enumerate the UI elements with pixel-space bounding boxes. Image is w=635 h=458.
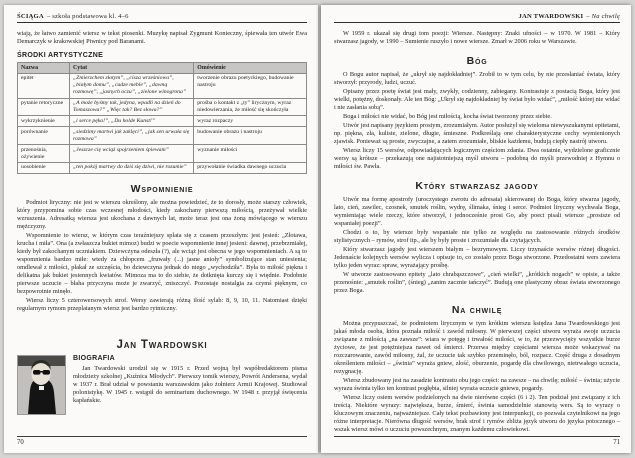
device-quote-cell: „A może byśmy tak, jedyna, wpadli na dzień do Tomaszowa?” „Więc tak? Bez słowa?” [70,98,194,116]
page-number-left: 70 [17,439,24,446]
paragraph: Wspomnienie to wiersz, w którym czas teraźniejszy splata się z czasem przeszłym: jest jesień: „Złotawa, krucha i miła”. Ona (a zwłaszcza bukiet mimoz) budzi w poecie wspomnienie innej jesieni: dawnej, przebrzmiałej, kiedy był zakochanym uczniakiem. Dziewczyna odeszła (?), ale wciąż jest obecna w jego wspomnieniach. A są to wspomnienia bardzo miłe: wtedy za chłopcem „fruwały (...) jasne anioły” symbolizujące stan uniesienia; omdlewał z miłości, płakał ze szczęścia, bo dziewczyna jednak do niego „wychodziła”. Była to miłość piękna i delikatna jak bukiet jesiennych kwiatów. Mimoza ma to do siebie, że dotknięta kurczy się i więdnie. Podobnie pierwsze uczucie – błaha przyczyna może je zwarzyć, zniszczyć. Pozostaje nostalgia za czymś pięknym, co bezpowrotnie minęło. [17,231,307,295]
column-header-cytat: Cytat [70,63,194,74]
wspomnienie-paragraphs [17,199,307,313]
table-header-row [18,63,307,74]
intro-paragraph-right: W 1959 r. ukazał się drugi tom poezji: Wiersze. Następny: Znaki ufności – w 1970. W 1981 – Który stwarzasz jagody, w 1990 – Sumienie ruszyło i nowe wiersze. Zmarł w 2006 roku w Warszawie. [334,30,620,45]
running-head-author: JAN TWARDOWSKI [518,13,584,20]
paragraph: Który stwarzasz jagody jest wierszem białym – bezrymowym. Liczy trzynaście wersów różnej długości. Jedenaście kolejnych wersów wylicza i opisuje to, co zostało przez Boga stworzone. Przedostatni wers zawiera tylko jeden wyraz: spraw, wyrażający prośbę. [334,246,620,269]
section-title-bog: Bóg [466,55,488,67]
paragraph: Podmiot liryczny: nie jest w wierszu określony, ale można powiedzieć, że to dorosły, może starszy człowiek, który przypomina sobie czas wczesnej młodości, kiedy zakochany pierwszą miłością, przeżywał wielkie wzruszenia. Adresatką wiersza jest ukochana z dawnych lat, może teraz jest ona żoną mówiącego w wierszu mężczyzny. [17,198,307,230]
paragraph: Opisany przez poetę świat jest mały, zwykły, codzienny, zabiegany. Kontrastuje z postacią Boga, który jest wielki, potężny, doskonały. Ale ten Bóg: „Ukrył się najdokładniej by świat było widać”, „miłość której nie widać i nie zasłania sobą”. [334,88,620,111]
jagody-paragraphs [334,196,620,295]
device-quote-cell: „siedzimy martwi jak zaklęci”, „jak sen urwała się rozmowa” [70,127,194,145]
biography-text-column [73,355,307,415]
device-note-cell: przywołanie świadka dawnego uczucia [194,162,307,173]
device-quote-cell: „Jeszcze cię wciąż spojrzeniem śpiewam” [70,145,194,163]
running-head-poem-title: – Na chwilę [586,13,620,20]
paragraph: W utworze zastosowano epitety „lato chrabąszczowe”, „cień wielki”, „krótkich nogach” w opisie, a także przenośnie: „smutek roślin”, (śnieg) „zanim zacznie tańczyć”. Budują one plastyczny obraz świata stworzonego przez Boga. [334,271,620,294]
device-quote-cell: „i serce pęka!”, „Du holde Kunst!” [70,116,194,127]
device-note-cell: wyraz rozpaczy [194,116,307,127]
footer-left [17,436,307,446]
device-name-cell: pytanie retoryczne [18,98,70,116]
paragraph: Można przypuszczać, że podmiotem lirycznym w tym krótkim wierszu księdza Jana Twardowskiego jest jakaś młoda osoba, która poznała miłość i zawód miłosny. W pierwszej części utworu wyraża swoje uczucia związane z miłością „na zawsze”: wiara w potęgę i trwałość miłości, w to, że przezwycięży wszystkie burze życiowe, że jest potężniejsza nawet od śmierci. Przerwa między częściami wiersza może wskazywać na rozczarowanie, zawód miłosny, żal, że uczucie tak szybko przeminęło, ból, rozpacz. Część druga z dosadnym określeniem miłości – „świnia” wyraża gniew, złość, oburzenie, pogardę dla chwilowego, nietrwałego uczucia, rezygnację. [334,320,620,375]
biography-subhead: BIOGRAFIA [73,354,115,362]
device-name-cell: porównanie [18,127,70,145]
section-title-jan-twardowski: Jan Twardowski [116,338,208,351]
column-header-nazwa: Nazwa [18,63,70,74]
device-name-cell: przenośnia, ożywienie [18,145,70,163]
device-name-cell: epitet [18,73,70,98]
page-left [4,5,318,453]
device-name-cell: wykrzyknienie [18,116,70,127]
table-row [18,73,307,98]
paragraph: Wiersz liczy osiem wersów podzielonych na dwie nierówne części (6 i 2). Ten podział jest związany z ich treścią. Niektóre wyrazy: największa, burze, śmierć, świnia samodzielnie stanowią wers. Są to wyrazy o kluczowym znaczeniu, najważniejsze. Cały tekst pozbawiony jest interpunkcji, co pozwala czytelnikowi na jego różne interpretacje. Nierówna długość wersów, brak strof i rymów zbliża język utworu do języka potocznego – wszak wiersz mówi o uczuciu powszechnym, znanym każdemu człowiekowi. [334,394,620,433]
running-head-series: ŚCIĄGA [17,13,44,20]
table-row [18,127,307,145]
column-header-omowienie: Omówienie [194,63,307,74]
biography-paragraph: Jan Twardowski urodził się w 1915 r. Przed wojną był współredaktorem pisma młodzieży szkolnej „Kuźnica Młodych”. Pierwszy tomik wierszy, Powrót Andersena, wydał w 1937 r. Brał udział w powstaniu warszawskim jako żołnierz Armii Krajowej. Studiował polonistykę. W 1945 r. wstąpił do seminarium duchownego. W 1948 r. przyjął święcenia kapłańskie. [73,364,307,404]
table-row [18,98,307,116]
paragraph: Utwór ma formę apostrofy (uroczystego zwrotu do adresata) skierowanej do Boga, który stwarza jagody, lato, cień, zawilec, czosnek, smutek roślin, wydrę, ślimaka, śnieg i serce. Podmiot liryczny wychwala Boga, wymieniając wiele rzeczy, które stworzył, i jednocześnie prosi Go, aby poeci pisali wiersze „prostsze od wspaniałej poezji”. [334,196,620,227]
device-note-cell: wyznanie miłości [194,145,307,163]
bog-paragraphs [334,71,620,171]
device-note-cell: prośba o kontakt z „ty” lirycznym, wyraz niedowierzania, że miłość się skończyła [194,98,307,116]
paragraph: Utwór jest napisany językiem prostym, zrozumiałym. Autor posłużył się wieloma niewyszukanymi epitetami, np. piękna, zła, kuliste, zielone, długie, śmieszne. Podkreślają one charakterystyczne cechy wymienionych zjawisk. Ponieważ są proste, zwyczajne, a zatem zrozumiałe, bliskie każdemu, budują ciepły nastrój utworu. [334,122,620,145]
na-chwile-paragraphs [334,320,620,434]
paragraph: Boga i miłości nie widać, bo Bóg jest miłością, kocha świat tworzony przez siebie. [343,113,552,120]
section-title-wspomnienie: Wspomnienie [130,182,194,195]
paragraph: Wiersz liczy 5 czterowersowych strof. Wersy zawierają różną ilość sylab: 8, 9, 10, 11. Natomiast dzięki regularnym rymom przeplatanym wiersz jest bardzo rytmiczny. [17,296,307,312]
paragraph: Wiersz zbudowany jest na zasadzie kontrastu obu jego części: na zawsze – na chwilę; miłość – świnia; użycie wyrazu świnia tylko ten kontrast pogłębia, silniej wyraża uczucie gniewu, pogardy. [334,377,620,392]
paragraph: O Bogu autor napisał, że „ukrył się najdokładniej”. Zrobił to w tym celu, by nie przesłaniać świata, który stworzył: przyrody, ludzi, uczuć. [334,71,620,86]
artistic-devices-table [17,62,307,174]
intro-paragraph: wiają, że łatwo zamienić wiersz w tekst piosenki. Muzykę napisał Zygmunt Konieczny, śpiewała ten utwór Ewa Demarczyk w krakowskiej Piwnicy pod Baranami. [17,30,307,45]
device-quote-cell: „ten pokój martwy do dziś się dziwi, nie rozumie” [70,162,194,173]
device-note-cell: tworzenie obrazu poetyckiego, budowanie nastroju [194,73,307,98]
device-name-cell: uosobienie [18,162,70,173]
paragraph: Wiersz liczy 15 wersów, odpowiadających logicznym częściom zdania. Dwa ostatnie, wydzielone graficznie wersy są krótsze – przekazują one najistotniejszą myśl utworu – podobną do myśli przewodniej z Hymnu o miłości św. Pawła. [334,147,620,170]
table-row [18,162,307,173]
section-title-na-chwile: Na chwilę [451,304,503,316]
device-note-cell: budowanie obrazu i nastroju [194,127,307,145]
table-row [18,145,307,163]
page-right [321,5,631,453]
table-row [18,116,307,127]
running-head-left [17,13,307,23]
footer-right [334,436,620,446]
device-quote-cell: „Zmierzchem złotym”, „cisza wrześniowa”, „białym domu”, „cudze meble”, „dawną rozmowę”, „jasnych oczu”, „zielone winogrona” [70,73,194,98]
biography-block [17,355,307,415]
running-head-right [334,13,620,23]
page-number-right: 71 [613,439,620,446]
twardowski-portrait-photo [17,355,66,415]
paragraph: Chodzi o to, by wiersze były wspaniałe nie tylko ze względu na zastosowanie różnych środków stylistycznych – rymów, strof itp., ale by były proste i zrozumiałe dla czytających. [334,229,620,244]
running-head-subtitle: – szkoła podstawowa kl. 4–6 [46,13,129,20]
table-title: ŚRODKI ARTYSTYCZNE [17,52,104,59]
section-title-ktory-stwarzasz-jagody: Który stwarzasz jagody [415,180,539,192]
